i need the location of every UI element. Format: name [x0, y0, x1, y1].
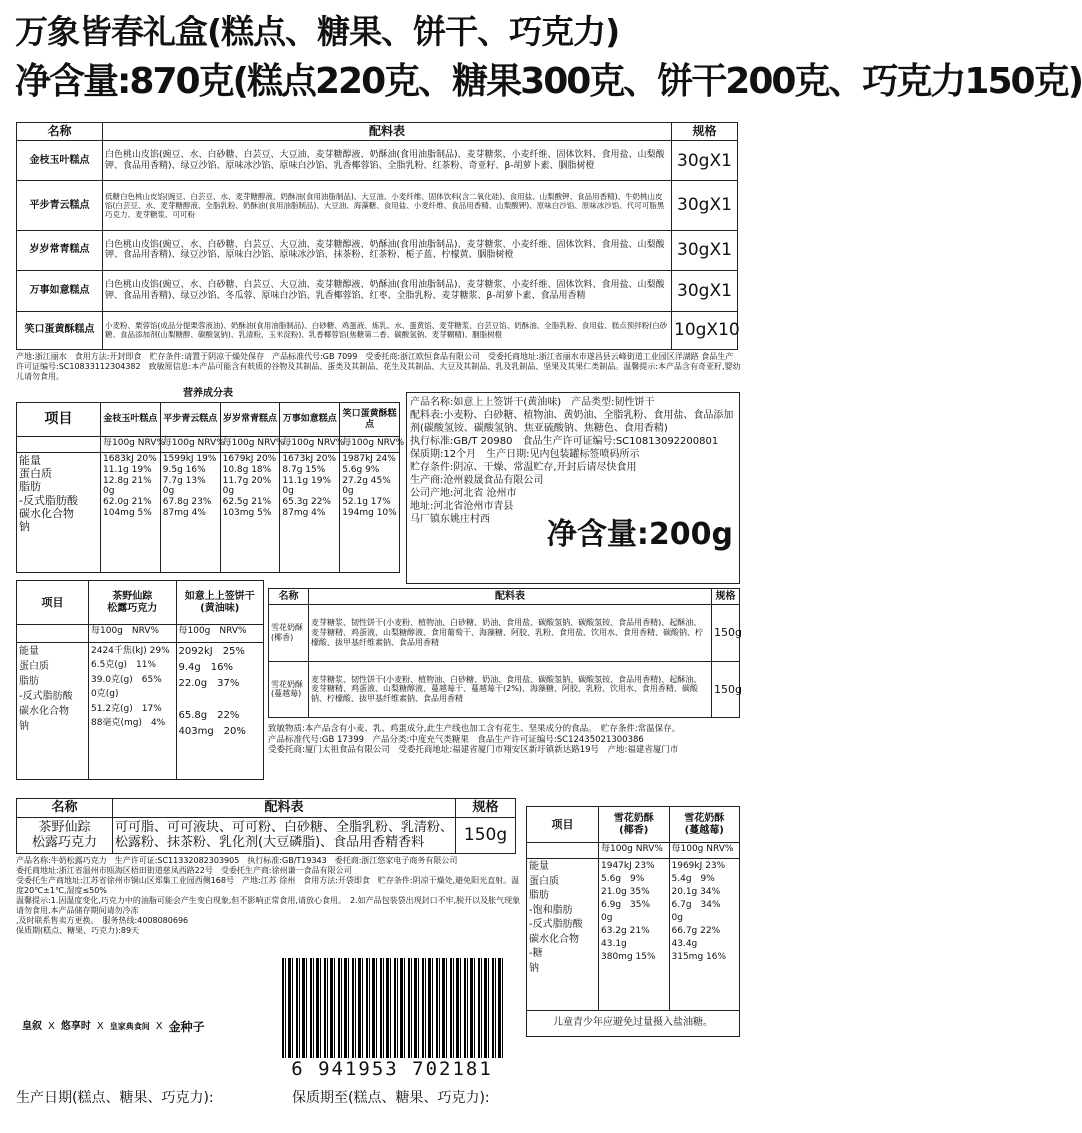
- snow-crisp-ingredients-table: [268, 588, 740, 718]
- row-name: 雪花奶酥 (椰香): [269, 605, 309, 662]
- product-title: 万象皆春礼盒(糕点、糖果、饼干、巧克力): [15, 12, 620, 51]
- row-spec: 150g: [456, 817, 516, 853]
- nutrient-values: 1969kJ 23% 5.4g 9% 20.1g 34% 6.7g 34% 0g 66.7g 22% 43.4g 315mg 16%: [669, 859, 740, 1011]
- item-header: 项目: [17, 581, 89, 625]
- unit-header: 每100g NRV%: [176, 625, 264, 643]
- row-ingredients: 小麦粉、栗蓉馅(成品分提栗蓉液油)、奶酥油(食用油脂制品)、白砂糖、鸡蛋液、炼乳、水、蛋黄馅、麦芽糖浆、白芸豆馅、奶酥油、全脂乳粉、食用盐、糕点预拌粉(白砂糖、食品添加剂(山梨糖醇、碳酸氢钠)、乳清粉、玉米淀粉)、乳香椰蓉馅(焦糖第二香、碳酸氢钠、麦芽糊精)、胭脂树橙: [103, 311, 672, 349]
- pastry-origin-info: 产地:浙江丽水 食用方法:开封即食 贮存条件:请置于阴凉干燥处保存 产品标准代号:GB 7099 受委托商:浙江欧恒食品有限公司 受委托商地址:浙江省丽水市遂昌县云峰街道工业园区洋湖路 食品生产许可证编号:SC10833112304382 致敏原信息:本产品可能含有麸质的谷物及其制品、蛋类及其制品、花生及其制品、大豆及其制品、乳及乳制品、坚果及其果仁类制品。温馨提示:本产品含有奇亚籽,婴幼儿请勿食用。: [16, 352, 741, 381]
- row-spec: 150g: [712, 661, 740, 718]
- row-name: 金枝玉叶糕点: [17, 141, 103, 181]
- biscuit-standard: 执行标准:GB/T 20980 食品生产许可证编号:SC10813092200801: [410, 436, 719, 447]
- cross-icon: X: [48, 1021, 55, 1032]
- row-name: 雪花奶酥 (蔓越莓): [269, 661, 309, 718]
- col-spec: 规格: [712, 589, 740, 605]
- nutrient-labels: 能量 蛋白质 脂肪 -反式脂肪酸 碳水化合物 钠: [17, 643, 89, 780]
- row-ingredients: 白色桃山皮馅(豌豆、水、白砂糖、白芸豆、大豆油、麦芽糖醇液、奶酥油(食用油脂制品)、麦芽糖浆、小麦纤维、固体饮料、食用盐、山梨酸钾、食品用香精)、绿豆沙馅、冬瓜蓉、原味白沙馅、乳香椰蓉馅、红枣、全脂乳粉、麦芽糖浆、β-胡萝卜素、食品用香精: [103, 271, 672, 311]
- col-header: 雪花奶酥 (椰香): [599, 807, 670, 843]
- col-header: 金枝玉叶糕点: [101, 403, 161, 437]
- row-name: 岁岁常青糕点: [17, 230, 103, 270]
- biscuit-info-panel: [406, 392, 740, 584]
- nutrient-labels: 能量 蛋白质 脂肪 -饱和脂肪 -反式脂肪酸 碳水化合物 -糖 钠: [527, 859, 599, 1011]
- col-name: 名称: [269, 589, 309, 605]
- nutrient-values: 1947kJ 23% 5.6g 9% 21.0g 35% 6.9g 35% 0g 63.2g 21% 43.1g 380mg 15%: [599, 859, 670, 1011]
- item-header: 项目: [17, 403, 101, 437]
- biscuit-ingredients: 配料表:小麦粉、白砂糖、植物油、黄奶油、全脂乳粉、食用盐、食品添加剂(碳酸氢铵、碳酸氢钠、焦亚硫酸钠、焦糖色、食用香精): [410, 410, 734, 434]
- nutrient-values: 1987kJ 24% 5.6g 9% 27.2g 45% 0g 52.1g 17% 194mg 10%: [340, 453, 400, 573]
- row-ingredients: 可可脂、可可液块、可可粉、白砂糖、全脂乳粉、乳清粉、松露粉、抹茶粉、乳化剂(大豆磷脂)、食品用香精香料: [113, 817, 456, 853]
- item-header: 项目: [527, 807, 599, 843]
- barcode: [272, 958, 512, 1083]
- snow-crisp-info: 致敏物质:本产品含有小麦、乳、鸡蛋成分,此生产线也加工含有花生、坚果成分的食品。 贮存条件:常温保存。 产品标准代号:GB 17399 产品分类:中度充气类糖果 食品生产许可证编号:SC12435021300386 受委托商:厦门太祖食品有限公司 受委托商地址:福建省厦门市翔安区新圩镇新达路19号 产地:福建省厦门市: [268, 724, 681, 756]
- unit-header: 每100g NRV%: [340, 437, 400, 453]
- biscuit-name: 产品名称:如意上上签饼干(黄油味) 产品类型:韧性饼干: [410, 397, 655, 408]
- health-note: 儿童青少年应避免过量摄入盐油糖。: [526, 1011, 740, 1037]
- col-ingredients: 配料表: [309, 589, 712, 605]
- youxiangshi-logo: 悠享时: [60, 1021, 91, 1032]
- nutrition-caption: 营养成分表: [183, 388, 233, 399]
- cross-icon: X: [155, 1021, 163, 1032]
- row-spec: 30gX1: [672, 181, 738, 230]
- col-header: 岁岁常青糕点: [220, 403, 280, 437]
- row-ingredients: 白色桃山皮馅(豌豆、水、白砂糖、白芸豆、大豆油、麦芽糖醇液、奶酥油(食用油脂制品)、麦芽糖浆、小麦纤维、固体饮料、食用盐、山梨酸钾、食品用香精)、绿豆沙馅、原味冰沙馅、原味白沙馅、乳香椰蓉馅、全脂乳粉、红茶粉、奇亚籽、β-胡萝卜素、胭脂树橙: [103, 141, 672, 181]
- row-spec: 30gX1: [672, 141, 738, 181]
- chocolate-ingredients-table: [16, 798, 516, 854]
- col-ingredients: 配料表: [103, 123, 672, 141]
- row-name: 茶野仙踪 松露巧克力: [17, 817, 113, 853]
- biscuit-shelf-life: 保质期:12个月 生产日期:见内包装罐标签喷码所示: [410, 449, 640, 460]
- row-name: 笑口蛋黄酥糕点: [17, 311, 103, 349]
- col-header: 笑口蛋黄酥糕点: [340, 403, 400, 437]
- unit-header: 每100g NRV%: [101, 437, 161, 453]
- col-name: 名称: [17, 123, 103, 141]
- row-spec: 150g: [712, 605, 740, 662]
- col-header: 茶野仙踪 松露巧克力: [89, 581, 177, 625]
- col-ingredients: 配料表: [113, 799, 456, 818]
- snow-crisp-nutrition-table: [526, 806, 740, 1038]
- pastry-ingredients-table: [16, 122, 738, 350]
- unit-header: 每100g NRV%: [89, 625, 177, 643]
- col-header: 如意上上签饼干 (黄油味): [176, 581, 264, 625]
- production-date-label: 生产日期(糕点、糖果、巧克力):: [16, 1090, 214, 1106]
- row-ingredients: 麦芽糖浆、韧性饼干(小麦粉、植物油、白砂糖、奶油、食用盐、碳酸氢钠、碳酸氢铵、食品用香精)、起酥油、麦芽糖精、鸡蛋液、山梨糖醇液、食用葡萄干、海藻糖、阿胶、乳粉、食用盐、饮用水、食用香精、碳酸钠、柠檬酸、拔甲基纤维素钠、食品用香精: [309, 605, 712, 662]
- pastry-nutrition-table: [16, 388, 405, 573]
- row-ingredients: 麦芽糖浆、韧性饼干(小麦粉、植物油、白砂糖、奶油、食用盐、碳酸氢钠、碳酸氢铵、食品用香精)、起酥油、麦芽糖精、鸡蛋液、山梨糖醇液、蔓越莓干、蔓越莓干(2%)、海藻糖、阿胶、乳粉、饮用水、食用香精、碳酸钠、柠檬酸、拔甲基纤维素钠、食品用香精: [309, 661, 712, 718]
- row-spec: 10gX10: [672, 311, 738, 349]
- nutrient-values: 1683kJ 20% 11.1g 19% 12.8g 21% 0g 62.0g 21% 104mg 5%: [101, 453, 161, 573]
- nutrient-values: 1673kJ 20% 8.7g 15% 11.1g 19% 0g 65.3g 22% 87mg 4%: [280, 453, 340, 573]
- col-header: 平步青云糕点: [160, 403, 220, 437]
- row-spec: 30gX1: [672, 230, 738, 270]
- biscuit-net-weight: 净含量:200g: [546, 517, 733, 552]
- col-name: 名称: [17, 799, 113, 818]
- nutrient-values: 2092kJ 25% 9.4g 16% 22.0g 37% 65.8g 22% 403mg 20%: [176, 643, 264, 780]
- barcode-number: 6 941953 702181: [291, 1058, 493, 1080]
- expiry-date-label: 保质期至(糕点、糖果、巧克力):: [292, 1090, 490, 1106]
- biscuit-maker: 生产商:沧州毅晟食品有限公司: [410, 475, 544, 486]
- col-header: 万事如意糕点: [280, 403, 340, 437]
- biscuit-storage: 贮存条件:阴凉、干燥、常温贮存,开封后请尽快食用: [410, 462, 637, 473]
- row-spec: 30gX1: [672, 271, 738, 311]
- royal-dining-logo: 皇家典食间: [109, 1022, 150, 1032]
- net-content-title: 净含量:870克(糕点220克、糖果300克、饼干200克、巧克力150克): [15, 61, 1082, 102]
- nutrient-values: 1679kJ 20% 10.8g 18% 11.7g 20% 0g 62.5g 21% 103mg 5%: [220, 453, 280, 573]
- unit-header: 每100g NRV%: [220, 437, 280, 453]
- chocolate-info: 产品名称:牛奶松露巧克力 生产许可证:SC11332082303905 执行标准:GB/T19343 委托商:浙江悠家电子商务有限公司 委托商地址:浙江省温州市瓯海区梧田街道慈凤西路22号 受委托生产商:徐州谦一食品有限公司 受委托生产商地址:江苏省徐州市铜山区郑集工业园西侧168号 产地:江苏 徐州 食用方法:开袋即食 贮存条件:阴凉干燥处,避免阳光直射。温度20℃±1℃,湿度≤50% 温馨提示:1.因温度变化,巧克力中的油脂可能会产生变白现象,但不影响正常食用,请放心食用。 2.如产品包装袋出现封口不牢,脱开以及胀气现象请勿食用,本产品储存期间请勿冷冻 ,及时联系售卖方更换。 服务热线:4008080696 保质期(糕点、糖果、巧克力):89天: [16, 856, 521, 935]
- choc-biscuit-nutrition-table: [16, 580, 264, 780]
- row-ingredients: 白色桃山皮馅(豌豆、水、白砂糖、白芸豆、大豆油、麦芽糖醇液、奶酥油(食用油脂制品)、麦芽糖浆、小麦纤维、固体饮料、食用盐、山梨酸钾、食品用香精)、绿豆沙馅、原味白沙馅、原味冰沙馅、抹茶粉、红茶粉、栀子蓝、柠檬黄、胭脂树橙: [103, 230, 672, 270]
- row-name: 万事如意糕点: [17, 271, 103, 311]
- nutrient-values: 2424千焦(kJ) 29% 6.5克(g) 11% 39.0克(g) 65% 0克(g) 51.2克(g) 17% 88毫克(mg) 4%: [89, 643, 177, 780]
- cross-icon: X: [96, 1021, 104, 1032]
- huangxu-logo: 皇叙: [22, 1021, 42, 1032]
- unit-header: 每100g NRV%: [669, 843, 740, 859]
- nutrient-labels: 能量 蛋白质 脂肪 -反式脂肪酸 碳水化合物 钠: [17, 453, 101, 573]
- unit-header: 每100g NRV%: [160, 437, 220, 453]
- col-spec: 规格: [456, 799, 516, 818]
- unit-header: 每100g NRV%: [599, 843, 670, 859]
- barcode-bars: [282, 958, 506, 1058]
- biscuit-address: 公司产地:河北省 沧州市 地址:河北省沧州市青县 马厂镇东姚庄村西: [410, 488, 517, 525]
- nutrient-values: 1599kJ 19% 9.5g 16% 7.7g 13% 0g 67.8g 23% 87mg 4%: [160, 453, 220, 573]
- col-header: 雪花奶酥 (蔓越莓): [669, 807, 740, 843]
- row-name: 平步青云糕点: [17, 181, 103, 230]
- brand-logos: [22, 1016, 262, 1038]
- unit-header: 每100g NRV%: [280, 437, 340, 453]
- jinzhongzi-logo: 金种子: [168, 1019, 205, 1034]
- row-ingredients: 低糖白色桃山皮馅(豌豆、白芸豆、水、麦芽糖醇液、奶酥油(食用油脂制品)、大豆油、小麦纤维、固体饮料(含二氧化硅)、食用盐、山梨酸钾、食品用香精)、牛奶桃山皮馅(白芸豆、水、麦芽糖醇液、全脂乳粉、奶酥油(食用油脂制品)、大豆油、海藻糖、食用盐、小麦纤维、食品用香精、山梨酸钾)、原味白沙馅、原味冰沙馅、代可可脂黑巧克力、麦芽糖浆、可可粉: [103, 181, 672, 230]
- col-spec: 规格: [672, 123, 738, 141]
